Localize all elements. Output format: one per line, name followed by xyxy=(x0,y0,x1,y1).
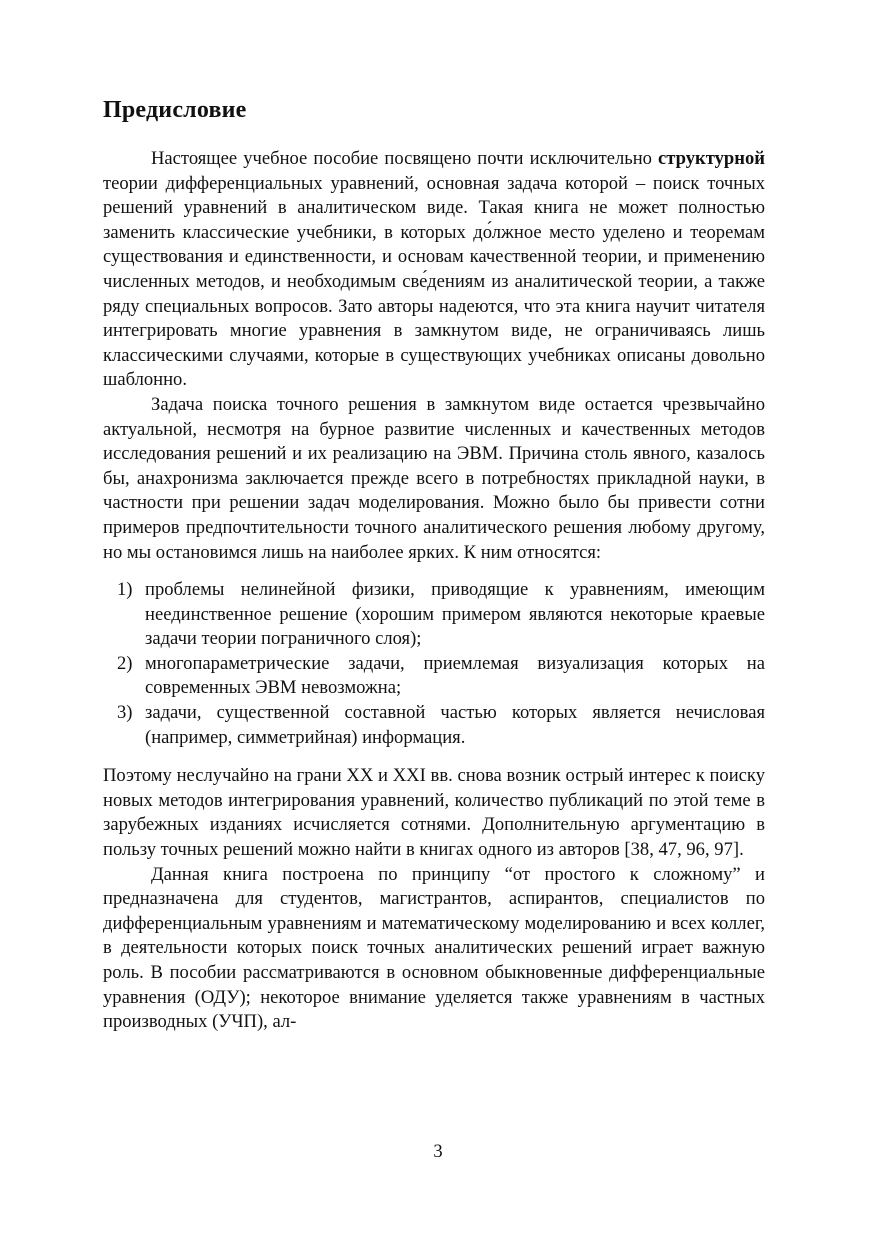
numbered-list xyxy=(103,578,765,750)
list-item-text: многопараметрические задачи, приемлемая визуализация которых на современных ЭВМ невозможна; xyxy=(145,652,765,699)
list-item xyxy=(103,701,765,750)
paragraph-final: Данная книга построена по принципу “от простого к сложному” и предназначена для студентов, магистрантов, аспирантов, специалистов по дифференциальным уравнениям и математическому моделированию и всех коллег, в деятельности которых поиск точных аналитических решений играет важную роль. В пособии рассматриваются в основном обыкновенные дифференциальные уравнения (ОДУ); некоторое внимание уделяется также уравнениям в частных производных (УЧП), ал- xyxy=(103,863,765,1033)
list-item-number: 1) xyxy=(117,579,133,601)
list-item xyxy=(103,652,765,701)
list-item-text: задачи, существенной составной частью которых является нечисловая (например, симметрийная) информация. xyxy=(145,702,765,748)
paragraph-1-rest: теории дифференциальных уравнений, основная задача которой – поиск точных решений уравнений в аналитическом виде. Такая книга не может полностью заменить классические учебники, в которых до́лжное место уделено и теоремам существования и единственности, и основам качественной теории, и применению численных методов, и необходимым све́дениям из аналитической теории, а также ряду специальных вопросов. Зато авторы надеются, что эта книга научит читателя интегрировать многие уравнения в замкнутом виде, не ограничиваясь лишь классическими случаями, которые в существующих учебниках описаны довольно шаблонно. xyxy=(103,172,765,391)
paragraph-1 xyxy=(103,147,765,393)
body-text xyxy=(103,147,765,1035)
paragraph-2: Задача поиска точного решения в замкнутом виде остается чрезвычайно актуальной, несмотря на бурное развитие численных и качественных методов исследования решений и их реализацию на ЭВМ. Причина столь явного, казалось бы, анахронизма заключается прежде всего в потребностях прикладной науки, в частности при решении задач моделирования. Можно было бы привести сотни примеров предпочтительности точного аналитического решения любому другому, но мы остановимся лишь на наиболее ярких. К ним относятся: xyxy=(103,393,765,563)
page-number: 3 xyxy=(433,1141,443,1162)
chapter-title: Предисловие xyxy=(103,97,247,123)
paragraph-1-bold-term: структурной xyxy=(658,148,765,169)
list-item-number: 2) xyxy=(117,652,133,674)
paragraph-1-lead: Настоящее учебное пособие посвящено почти исключительно xyxy=(151,148,659,169)
paragraph-after-list: Поэтому неслучайно на грани XX и XXI вв. снова возник острый интерес к поиску новых методов интегрирования уравнений, количество публикаций по этой теме в зарубежных изданиях исчисляется сотнями. Дополнительную аргументацию в пользу точных решений можно найти в книгах одного из авторов [38, 47, 96, 97]. xyxy=(103,765,765,861)
list-item xyxy=(103,578,765,652)
list-item-number: 3) xyxy=(117,702,133,724)
list-item-text: проблемы нелинейной физики, приводящие к уравнениям, имеющим неединственное решение (хорошим примером являются некоторые краевые задачи теории пограничного слоя); xyxy=(145,579,765,650)
